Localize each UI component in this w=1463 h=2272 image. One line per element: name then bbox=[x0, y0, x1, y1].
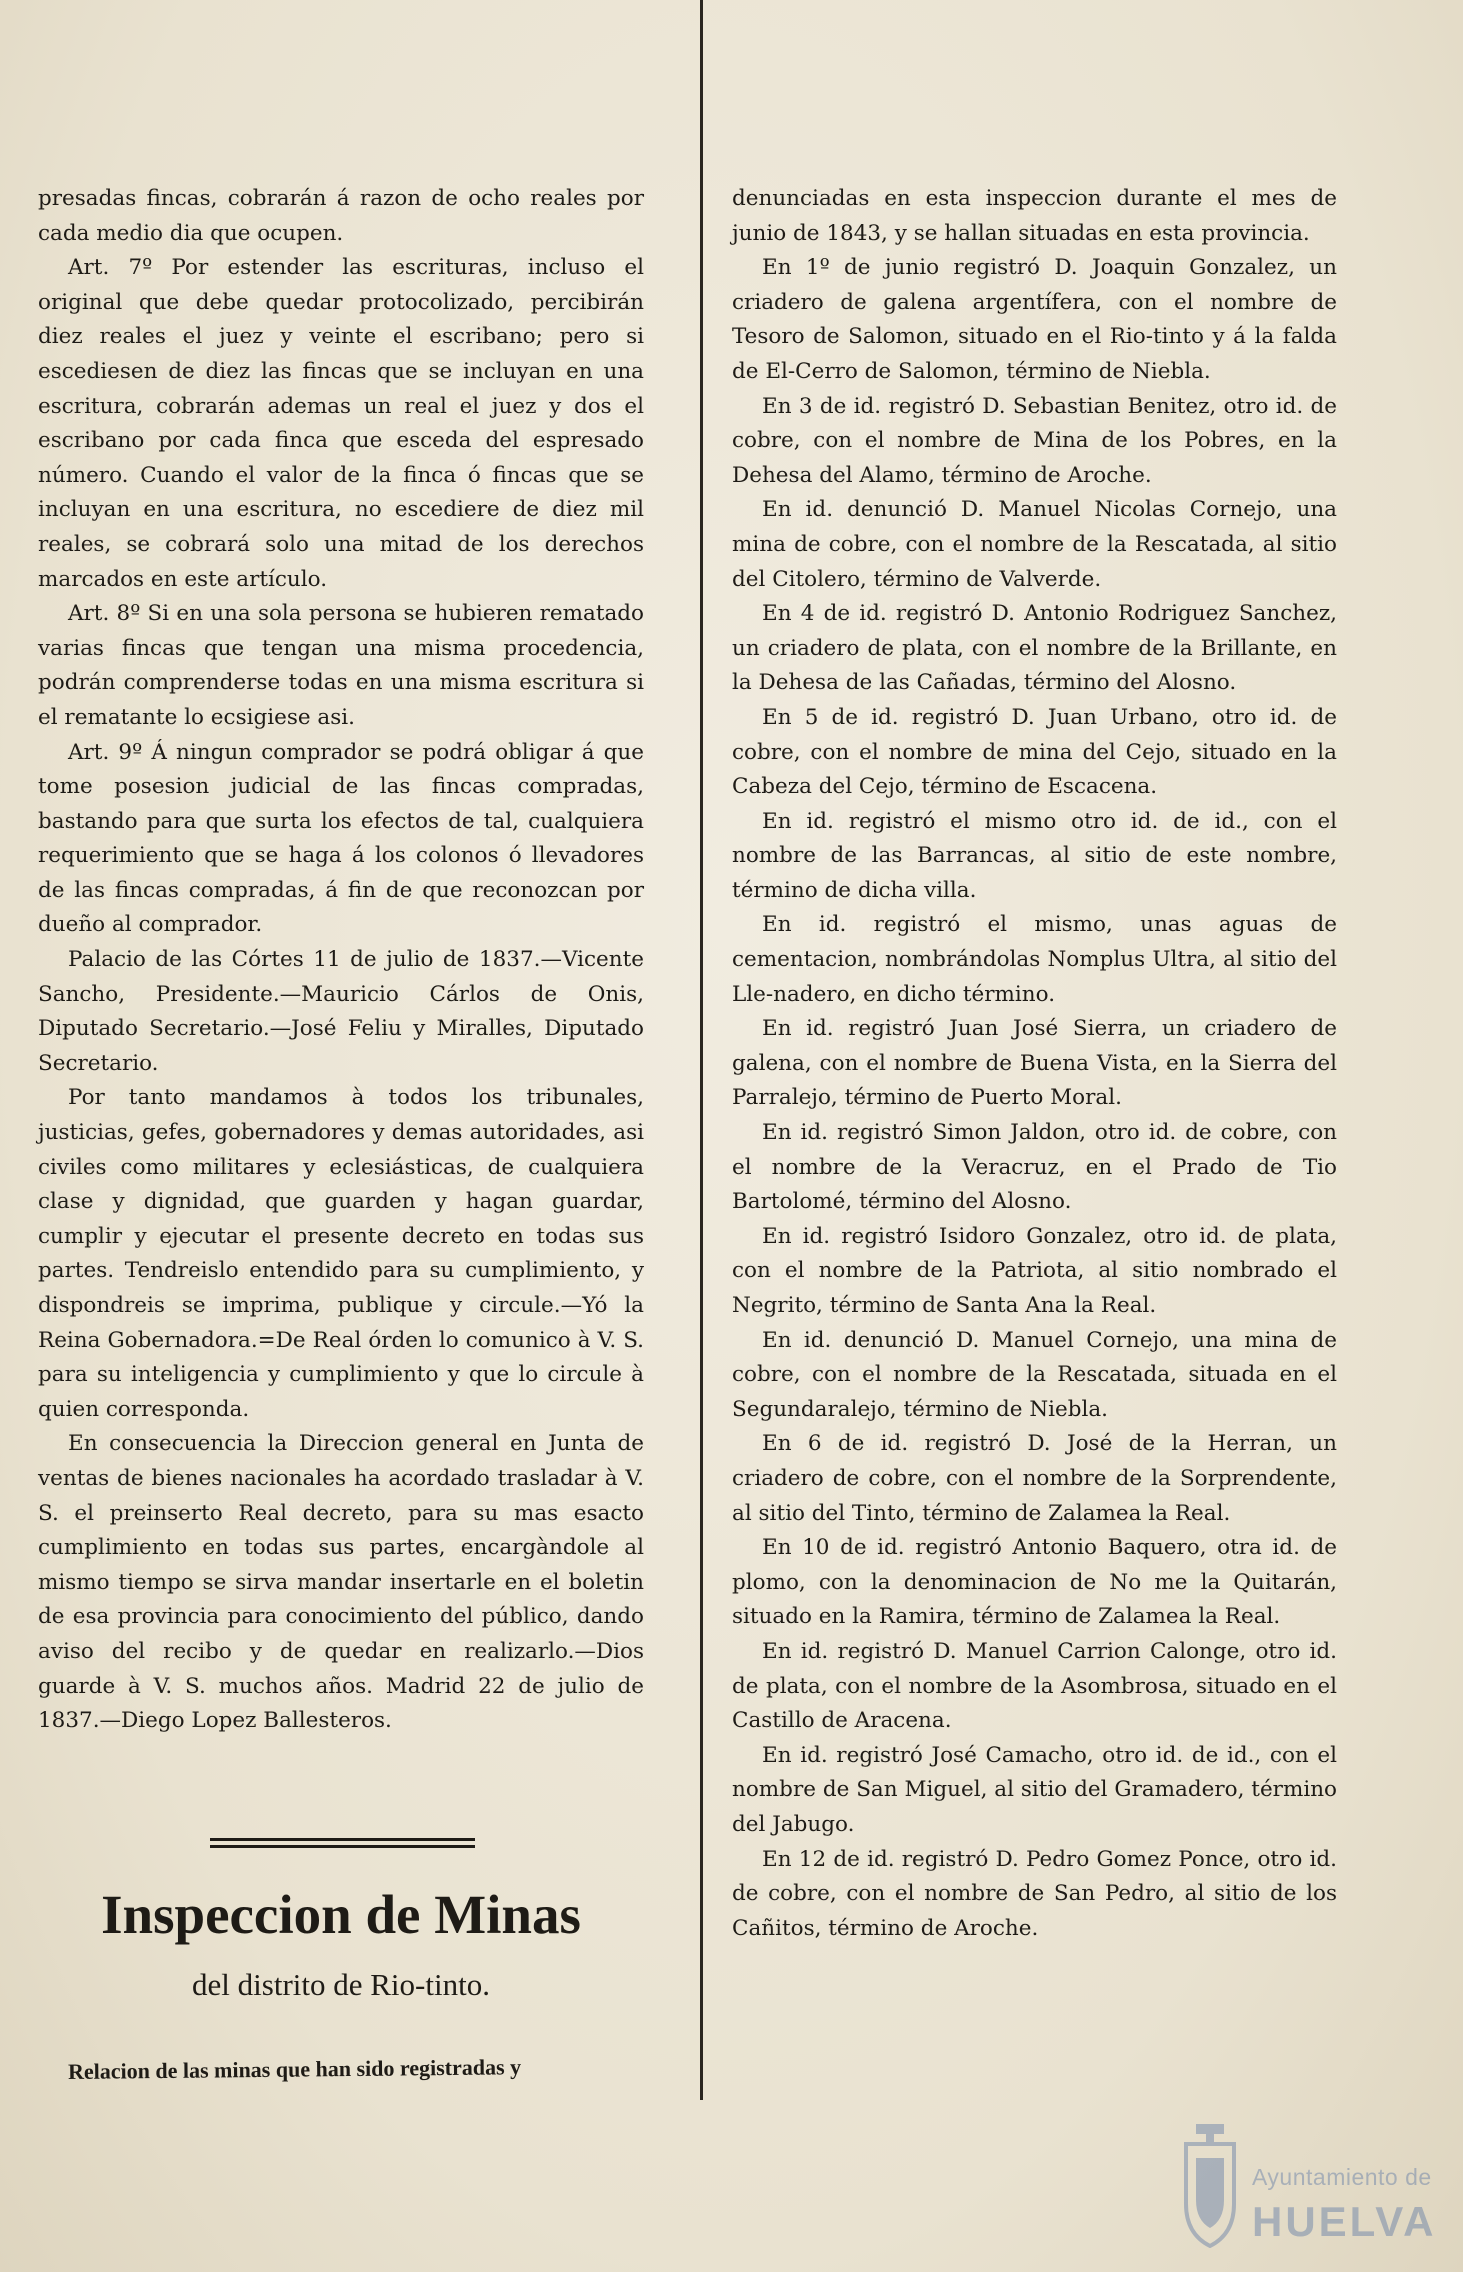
right-column-paragraph: En id. registró el mismo, unas aguas de cementacion, nombrándolas Nomplus Ultra, al sitio del Lle-nadero, en dicho término. bbox=[732, 912, 1337, 1007]
right-column-paragraph: En 3 de id. registró D. Sebastian Benitez, otro id. de cobre, con el nombre de Mina de los Pobres, en la Dehesa del Alamo, término de Aroche. bbox=[732, 393, 1337, 488]
right-column-paragraph: En id. registró José Camacho, otro id. de id., con el nombre de San Miguel, al sitio del Gramadero, término del Jabugo. bbox=[732, 1742, 1337, 1837]
watermark-line-1: Ayuntamiento de bbox=[1252, 2164, 1432, 2190]
watermark-line-2: HUELVA bbox=[1252, 2198, 1437, 2245]
right-column-paragraph: En 1º de junio registró D. Joaquin Gonzalez, un criadero de galena argentífera, con el nombre de Tesoro de Salomon, situado en el Rio-tinto y á la falda de El-Cerro de Salomon, término de Niebla. bbox=[732, 255, 1337, 384]
left-column-paragraph: Art. 8º Si en una sola persona se hubieren rematado varias fincas que tengan una misma procedencia, podrán comprenderse todas en una misma escritura si el rematante lo ecsigiese asi. bbox=[38, 601, 644, 730]
right-column-paragraph: En 5 de id. registró D. Juan Urbano, otro id. de cobre, con el nombre de mina del Cejo, situado en la Cabeza del Cejo, término de Escacena. bbox=[732, 704, 1337, 800]
section-heading: Inspeccion de Minas bbox=[101, 1884, 581, 1945]
right-column bbox=[732, 182, 1337, 1946]
right-column-paragraph: denunciadas en esta inspeccion durante el mes de junio de 1843, y se hallan situadas en esta provincia. bbox=[732, 186, 1337, 246]
archive-watermark bbox=[1182, 2120, 1452, 2260]
right-column-paragraph: En id. registró el mismo otro id. de id., con el nombre de las Barrancas, al sitio de este nombre, término de dicha villa. bbox=[732, 808, 1337, 903]
right-column-paragraph: En 12 de id. registró D. Pedro Gomez Ponce, otro id. de cobre, con el nombre de San Pedro, al sitio de los Cañitos, término de Aroche. bbox=[732, 1846, 1337, 1941]
column-divider bbox=[700, 0, 703, 2100]
section-rule-bottom bbox=[210, 1845, 475, 1848]
left-column-paragraph: presadas fincas, cobrarán á razon de ocho reales por cada medio dia que ocupen. bbox=[38, 186, 644, 246]
right-column-paragraph: En id. registró Simon Jaldon, otro id. de cobre, con el nombre de la Veracruz, en el Prado de Tio Bartolomé, término del Alosno. bbox=[732, 1120, 1337, 1215]
left-column-paragraph: Por tanto mandamos à todos los tribunales, justicias, gefes, gobernadores y demas autoridades, asi civiles como militares y eclesiásticas, de cualquiera clase y dignidad, que guarden y hagan guardar, cumplir y ejecutar el presente decreto en todas sus partes. Tendreislo entendido para su cumplimiento, y dispondreis se imprima, publique y circule.—Yó la Reina Gobernadora.=De Real órden lo comunico à V. S. para su inteligencia y cumplimiento y que lo circule à quien corresponda. bbox=[38, 1085, 644, 1422]
right-column-paragraph: En 10 de id. registró Antonio Baquero, otra id. de plomo, con la denominacion de No me la Quitarán, situado en la Ramira, término de Zalamea la Real. bbox=[732, 1535, 1337, 1630]
right-column-paragraph: En id. denunció D. Manuel Cornejo, una mina de cobre, con el nombre de la Rescatada, situada en el Segundaralejo, término de Niebla. bbox=[732, 1327, 1337, 1422]
relacion-intro: Relacion de las minas que han sido registradas y bbox=[67, 2054, 522, 2084]
right-column-paragraph: En 4 de id. registró D. Antonio Rodriguez Sanchez, un criadero de plata, con el nombre de la Brillante, en la Dehesa de las Cañadas, término del Alosno. bbox=[732, 601, 1337, 696]
right-column-paragraph: En id. denunció D. Manuel Nicolas Cornejo, una mina de cobre, con el nombre de la Rescatada, al sitio del Citolero, término de Valverde. bbox=[732, 497, 1337, 592]
right-column-paragraph: En id. registró Isidoro Gonzalez, otro id. de plata, con el nombre de la Patriota, al sitio nombrado el Negrito, término de Santa Ana la Real. bbox=[732, 1223, 1337, 1318]
right-column-paragraph: En id. registró Juan José Sierra, un criadero de galena, con el nombre de Buena Vista, en la Sierra del Parralejo, término de Puerto Moral. bbox=[732, 1016, 1337, 1111]
right-column-paragraph: En 6 de id. registró D. José de la Herran, un criadero de cobre, con el nombre de la Sorprendente, al sitio del Tinto, término de Zalamea la Real. bbox=[732, 1431, 1337, 1526]
left-column-paragraph: Art. 7º Por estender las escrituras, incluso el original que debe quedar protocolizado, percibirán diez reales el juez y veinte el escribano; pero si escediesen de diez las fincas que se incluyan en una escritura, cobrarán ademas un real el juez y dos el escribano por cada finca que esceda del espresado número. Cuando el valor de la finca ó fincas que se incluyan en una escritura, no escediere de diez mil reales, se cobrará solo una mitad de los derechos marcados en este artículo. bbox=[38, 255, 644, 592]
right-column-paragraph: En id. registró D. Manuel Carrion Calonge, otro id. de plata, con el nombre de la Asombrosa, situado en el Castillo de Aracena. bbox=[732, 1638, 1337, 1734]
left-column-paragraph: Art. 9º Á ningun comprador se podrá obligar á que tome posesion judicial de las fincas compradas, bastando para que surta los efectos de tal, cualquiera requerimiento que se haga á los colonos ó llevadores de las fincas compradas, á fin de que reconozcan por dueño al comprador. bbox=[38, 739, 644, 938]
section-rule-top bbox=[210, 1838, 475, 1841]
city-shield-icon bbox=[1182, 2124, 1238, 2248]
left-column-paragraph: Palacio de las Córtes 11 de julio de 1837.—Vicente Sancho, Presidente.—Mauricio Cárlos de Onis, Diputado Secretario.—José Feliu y Miralles, Diputado Secretario. bbox=[38, 947, 644, 1076]
left-column bbox=[38, 182, 644, 1739]
section-subheading: del distrito de Rio-tinto. bbox=[192, 1967, 490, 2002]
left-column-paragraph: En consecuencia la Direccion general en Junta de ventas de bienes nacionales ha acordado trasladar à V. S. el preinserto Real decreto, para su mas esacto cumplimiento en todas sus partes, encargàndole al mismo tiempo se sirva mandar insertarle en el boletin de esa provincia para conocimiento del público, dando aviso del recibo y de quedar en realizarlo.—Dios guarde à V. S. muchos años. Madrid 22 de julio de 1837.—Diego Lopez Ballesteros. bbox=[38, 1431, 644, 1734]
